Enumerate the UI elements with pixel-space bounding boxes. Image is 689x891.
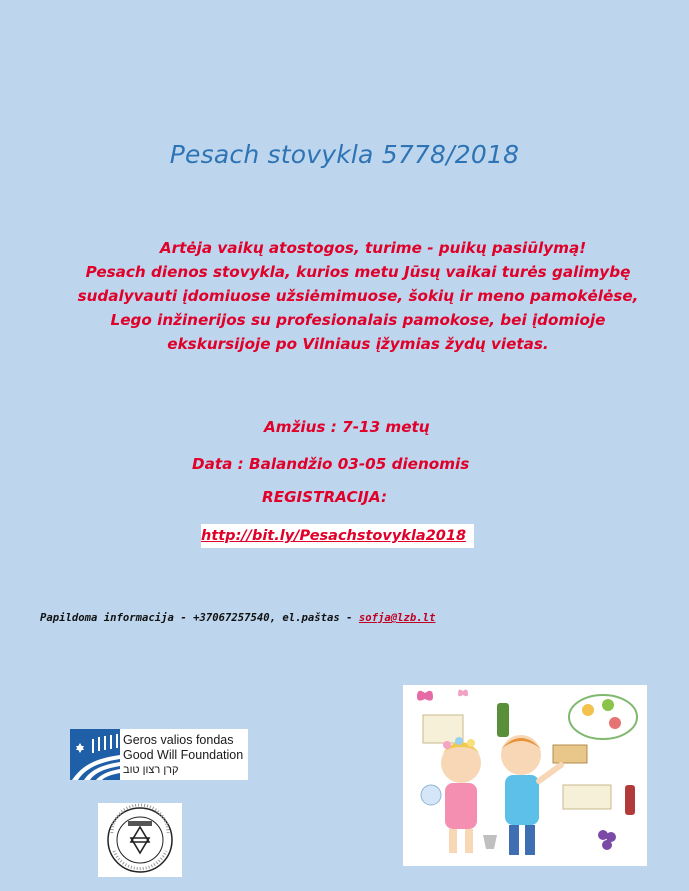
goodwill-foundation-logo [70,729,248,780]
community-logo [98,803,182,877]
goodwill-name-en: Good Will Foundation [123,747,244,762]
children-seder-icon [403,685,647,866]
goodwill-menorah-icon [70,729,120,780]
intro-body: Pesach dienos stovykla, kurios metu Jūsų vaikai turės galimybę sudalyvauti įdomiuose užsiėmimuose, šokių ir meno pamokėlėse, Lego inžinerijos su profesionalais pamokose, bei įdomioje ekskursijoje po Vilniaus įžymias žydų vietas. [77,263,639,353]
registration-label: REGISTRACIJA: [262,488,388,506]
page-title: Pesach stovykla 5778/2018 [169,140,520,169]
intro-text [58,236,658,356]
date-info: Data : Balandžio 03-05 dienomis [192,455,470,473]
intro-lead: Artėja vaikų atostogos, turime - puikų pasiūlymą! [159,239,587,257]
goodwill-name-lt: Geros valios fondas [123,732,234,747]
goodwill-name-he: קרן רצון טוב [123,763,179,776]
age-info: Amžius : 7-13 metų [264,418,430,436]
community-seal-icon [98,803,182,877]
pesach-children-illustration [403,685,647,866]
contact-info [40,612,435,624]
contact-email-link[interactable]: sofja@lzb.lt [358,612,436,624]
contact-text: Papildoma informacija - +37067257540, el.paštas - [40,612,359,624]
registration-link[interactable]: http://bit.ly/Pesachstovykla2018 [201,524,474,548]
